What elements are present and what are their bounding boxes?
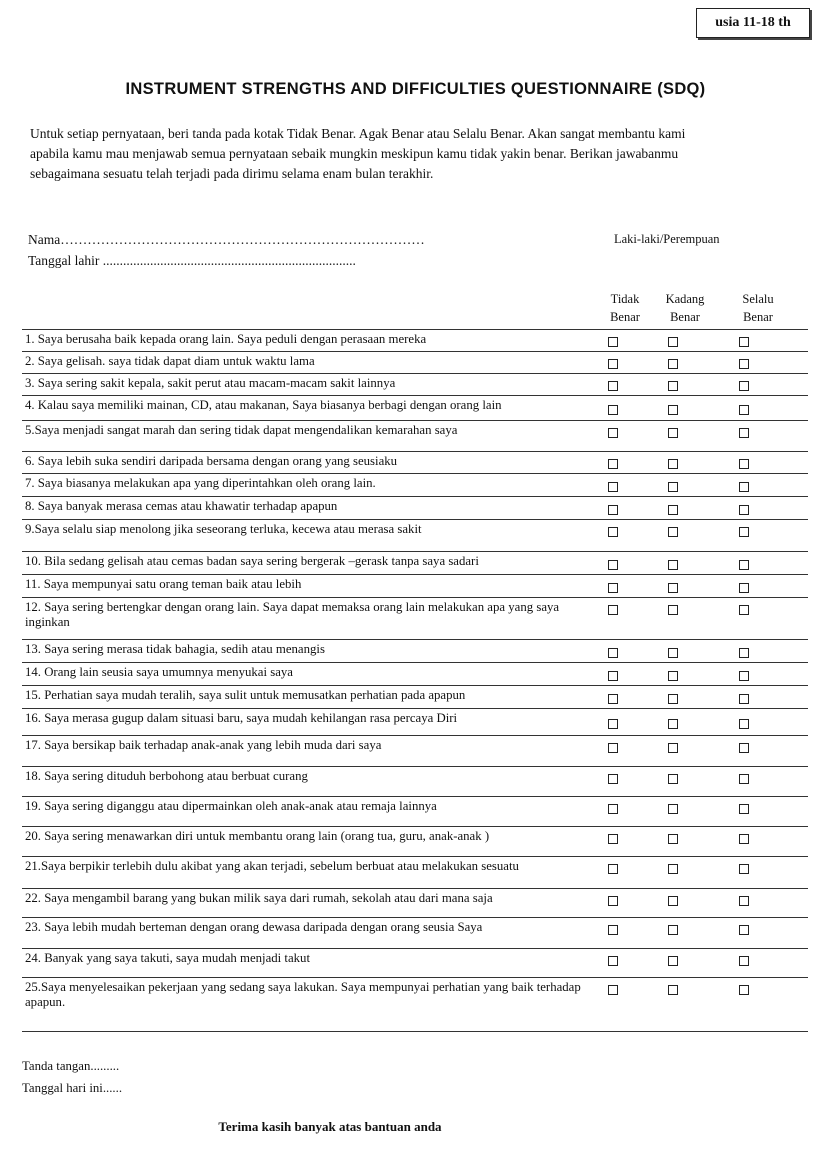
checkbox-tidak-benar[interactable] [608,834,618,844]
table-row [22,473,808,496]
checkbox-kadang-benar[interactable] [668,583,678,593]
checkbox-tidak-benar[interactable] [608,719,618,729]
table-row [22,639,808,662]
checkbox-selalu-benar[interactable] [739,743,749,753]
checkbox-selalu-benar[interactable] [739,359,749,369]
column-header-tidak-benar: Tidak Benar [610,292,640,324]
checkbox-tidak-benar[interactable] [608,359,618,369]
statement-text: 10. Bila sedang gelisah atau cemas badan saya sering bergerak –gerask tanpa saya sadari [25,554,479,568]
checkbox-selalu-benar[interactable] [739,459,749,469]
checkbox-kadang-benar[interactable] [668,337,678,347]
table-row [22,395,808,420]
checkbox-tidak-benar[interactable] [608,985,618,995]
checkbox-tidak-benar[interactable] [608,694,618,704]
statement-text: 16. Saya merasa gugup dalam situasi baru, saya mudah kehilangan rasa percaya Diri [25,711,458,725]
checkbox-kadang-benar[interactable] [668,804,678,814]
checkbox-tidak-benar[interactable] [608,743,618,753]
checkbox-tidak-benar[interactable] [608,405,618,415]
thank-you-note: Terima kasih banyak atas bantuan anda [218,1119,442,1134]
checkbox-kadang-benar[interactable] [668,956,678,966]
statement-text: 20. Saya sering menawarkan diri untuk membantu orang lain (orang tua, guru, anak-anak ) [25,829,490,843]
checkbox-kadang-benar[interactable] [668,694,678,704]
checkbox-selalu-benar[interactable] [739,804,749,814]
checkbox-tidak-benar[interactable] [608,381,618,391]
checkbox-selalu-benar[interactable] [739,834,749,844]
checkbox-selalu-benar[interactable] [739,985,749,995]
checkbox-kadang-benar[interactable] [668,985,678,995]
table-bottom-rule [22,1031,808,1032]
checkbox-tidak-benar[interactable] [608,956,618,966]
checkbox-selalu-benar[interactable] [739,337,749,347]
statement-text: 23. Saya lebih mudah berteman dengan orang dewasa daripada dengan orang seusia Saya [25,920,483,934]
checkbox-tidak-benar[interactable] [608,482,618,492]
statement-text: 19. Saya sering diganggu atau dipermainkan oleh anak-anak atau remaja lainnya [25,799,437,813]
statement-text: 15. Perhatian saya mudah teralih, saya sulit untuk memusatkan perhatian pada apapun [25,688,466,702]
column-header-selalu-benar: Selalu Benar [742,292,774,324]
statement-text: 1. Saya berusaha baik kepada orang lain. Saya peduli dengan perasaan mereka [25,332,427,346]
statement-text: 18. Saya sering dituduh berbohong atau berbuat curang [25,769,308,783]
checkbox-tidak-benar[interactable] [608,774,618,784]
checkbox-tidak-benar[interactable] [608,671,618,681]
checkbox-tidak-benar[interactable] [608,560,618,570]
checkbox-selalu-benar[interactable] [739,719,749,729]
page-title: INSTRUMENT STRENGTHS AND DIFFICULTIES QUESTIONNAIRE (SDQ) [125,80,706,98]
gender-field[interactable]: Laki-laki/Perempuan [614,232,720,246]
checkbox-tidak-benar[interactable] [608,583,618,593]
checkbox-selalu-benar[interactable] [739,694,749,704]
checkbox-selalu-benar[interactable] [739,956,749,966]
checkbox-tidak-benar[interactable] [608,505,618,515]
checkbox-kadang-benar[interactable] [668,482,678,492]
checkbox-tidak-benar[interactable] [608,605,618,615]
table-row [22,685,808,708]
checkbox-selalu-benar[interactable] [739,671,749,681]
checkbox-kadang-benar[interactable] [668,428,678,438]
checkbox-tidak-benar[interactable] [608,648,618,658]
checkbox-tidak-benar[interactable] [608,925,618,935]
checkbox-kadang-benar[interactable] [668,925,678,935]
statement-text: 7. Saya biasanya melakukan apa yang diperintahkan oleh orang lain. [25,476,376,490]
column-header-kadang-benar: Kadang Benar [665,292,705,324]
table-row [22,948,808,977]
checkbox-kadang-benar[interactable] [668,743,678,753]
table-row [22,977,808,1031]
statement-text: 21.Saya berpikir terlebih dulu akibat yang akan terjadi, sebelum berbuat atau melakukan sesuatu [25,859,519,873]
table-row [22,708,808,735]
instructions-paragraph: Untuk setiap pernyataan, beri tanda pada kotak Tidak Benar. Agak Benar atau Selalu Benar. Akan sangat membantu kami apabila kamu mau menjawab semua pernyataan sebaik mungkin meskipun kamu tidak yakin benar. Berikan jawabanmu sebagaimana sesuatu telah terjadi pada dirimu selama enam bulan terakhir. [30,126,686,181]
checkbox-kadang-benar[interactable] [668,381,678,391]
checkbox-tidak-benar[interactable] [608,428,618,438]
checkbox-selalu-benar[interactable] [739,428,749,438]
statement-text: 17. Saya bersikap baik terhadap anak-anak yang lebih muda dari saya [25,738,382,752]
checkbox-selalu-benar[interactable] [739,482,749,492]
checkbox-selalu-benar[interactable] [739,925,749,935]
statement-text: 5.Saya menjadi sangat marah dan sering tidak dapat mengendalikan kemarahan saya [25,423,458,437]
table-row [22,373,808,395]
statement-text: 8. Saya banyak merasa cemas atau khawatir terhadap apapun [25,499,338,513]
checkbox-kadang-benar[interactable] [668,896,678,906]
checkbox-tidak-benar[interactable] [608,459,618,469]
statement-text: 9.Saya selalu siap menolong jika seseorang terluka, kecewa atau merasa sakit [25,522,422,536]
checkbox-kadang-benar[interactable] [668,405,678,415]
table-row [22,420,808,451]
checkbox-selalu-benar[interactable] [739,583,749,593]
table-row [22,597,808,639]
checkbox-kadang-benar[interactable] [668,774,678,784]
checkbox-selalu-benar[interactable] [739,648,749,658]
statement-text: 14. Orang lain seusia saya umumnya menyukai saya [25,665,293,679]
checkbox-selalu-benar[interactable] [739,560,749,570]
table-row [22,519,808,551]
table-row [22,826,808,856]
checkbox-kadang-benar[interactable] [668,864,678,874]
name-field[interactable]: Nama……………………………………………………………………… [28,232,425,247]
table-row [22,735,808,766]
checkbox-kadang-benar[interactable] [668,671,678,681]
checkbox-kadang-benar[interactable] [668,527,678,537]
statement-text: 12. Saya sering bertengkar dengan orang lain. Saya dapat memaksa orang lain melakukan apa yang saya inginkan [25,600,560,629]
checkbox-kadang-benar[interactable] [668,505,678,515]
checkbox-selalu-benar[interactable] [739,527,749,537]
checkbox-tidak-benar[interactable] [608,337,618,347]
checkbox-tidak-benar[interactable] [608,896,618,906]
statement-text: 6. Saya lebih suka sendiri daripada bersama dengan orang yang seusiaku [25,454,398,468]
checkbox-kadang-benar[interactable] [668,605,678,615]
statement-text: 13. Saya sering merasa tidak bahagia, sedih atau menangis [25,642,325,656]
checkbox-selalu-benar[interactable] [739,864,749,874]
table-row [22,496,808,519]
checkbox-tidak-benar[interactable] [608,864,618,874]
date-today-field[interactable]: Tanggal hari ini...... [22,1081,123,1095]
checkbox-kadang-benar[interactable] [668,834,678,844]
statement-text: 4. Kalau saya memiliki mainan, CD, atau makanan, Saya biasanya berbagi dengan orang lain [25,398,502,412]
checkbox-tidak-benar[interactable] [608,804,618,814]
statement-text: 22. Saya mengambil barang yang bukan milik saya dari rumah, sekolah atau dari mana saja [25,891,493,905]
checkbox-kadang-benar[interactable] [668,648,678,658]
table-row [22,662,808,685]
checkbox-kadang-benar[interactable] [668,359,678,369]
checkbox-selalu-benar[interactable] [739,381,749,391]
checkbox-kadang-benar[interactable] [668,560,678,570]
table-row [22,888,808,917]
signature-field[interactable]: Tanda tangan......... [22,1059,120,1073]
birth-date-field[interactable]: Tanggal lahir ........................................................................... [28,253,356,268]
checkbox-selalu-benar[interactable] [739,405,749,415]
table-row [22,917,808,948]
statement-text: 24. Banyak yang saya takuti, saya mudah menjadi takut [25,951,311,965]
table-row [22,796,808,826]
table-row [22,329,808,351]
statement-text: 2. Saya gelisah. saya tidak dapat diam untuk waktu lama [25,354,315,368]
statement-text: 3. Saya sering sakit kepala, sakit perut atau macam-macam sakit lainnya [25,376,396,390]
table-row [22,766,808,796]
table-row [22,856,808,888]
table-row [22,574,808,597]
checkbox-selalu-benar[interactable] [739,605,749,615]
checkbox-kadang-benar[interactable] [668,459,678,469]
checkbox-selalu-benar[interactable] [739,505,749,515]
statement-text: 25.Saya menyelesaikan pekerjaan yang sedang saya lakukan. Saya mempunyai perhatian yang baik terhadap apapun. [25,980,581,1009]
table-row [22,551,808,574]
age-range-badge: usia 11-18 th [696,8,810,38]
checkbox-tidak-benar[interactable] [608,527,618,537]
statement-text: 11. Saya mempunyai satu orang teman baik atau lebih [25,577,302,591]
checkbox-selalu-benar[interactable] [739,774,749,784]
table-row [22,451,808,473]
table-row [22,351,808,373]
checkbox-kadang-benar[interactable] [668,719,678,729]
checkbox-selalu-benar[interactable] [739,896,749,906]
